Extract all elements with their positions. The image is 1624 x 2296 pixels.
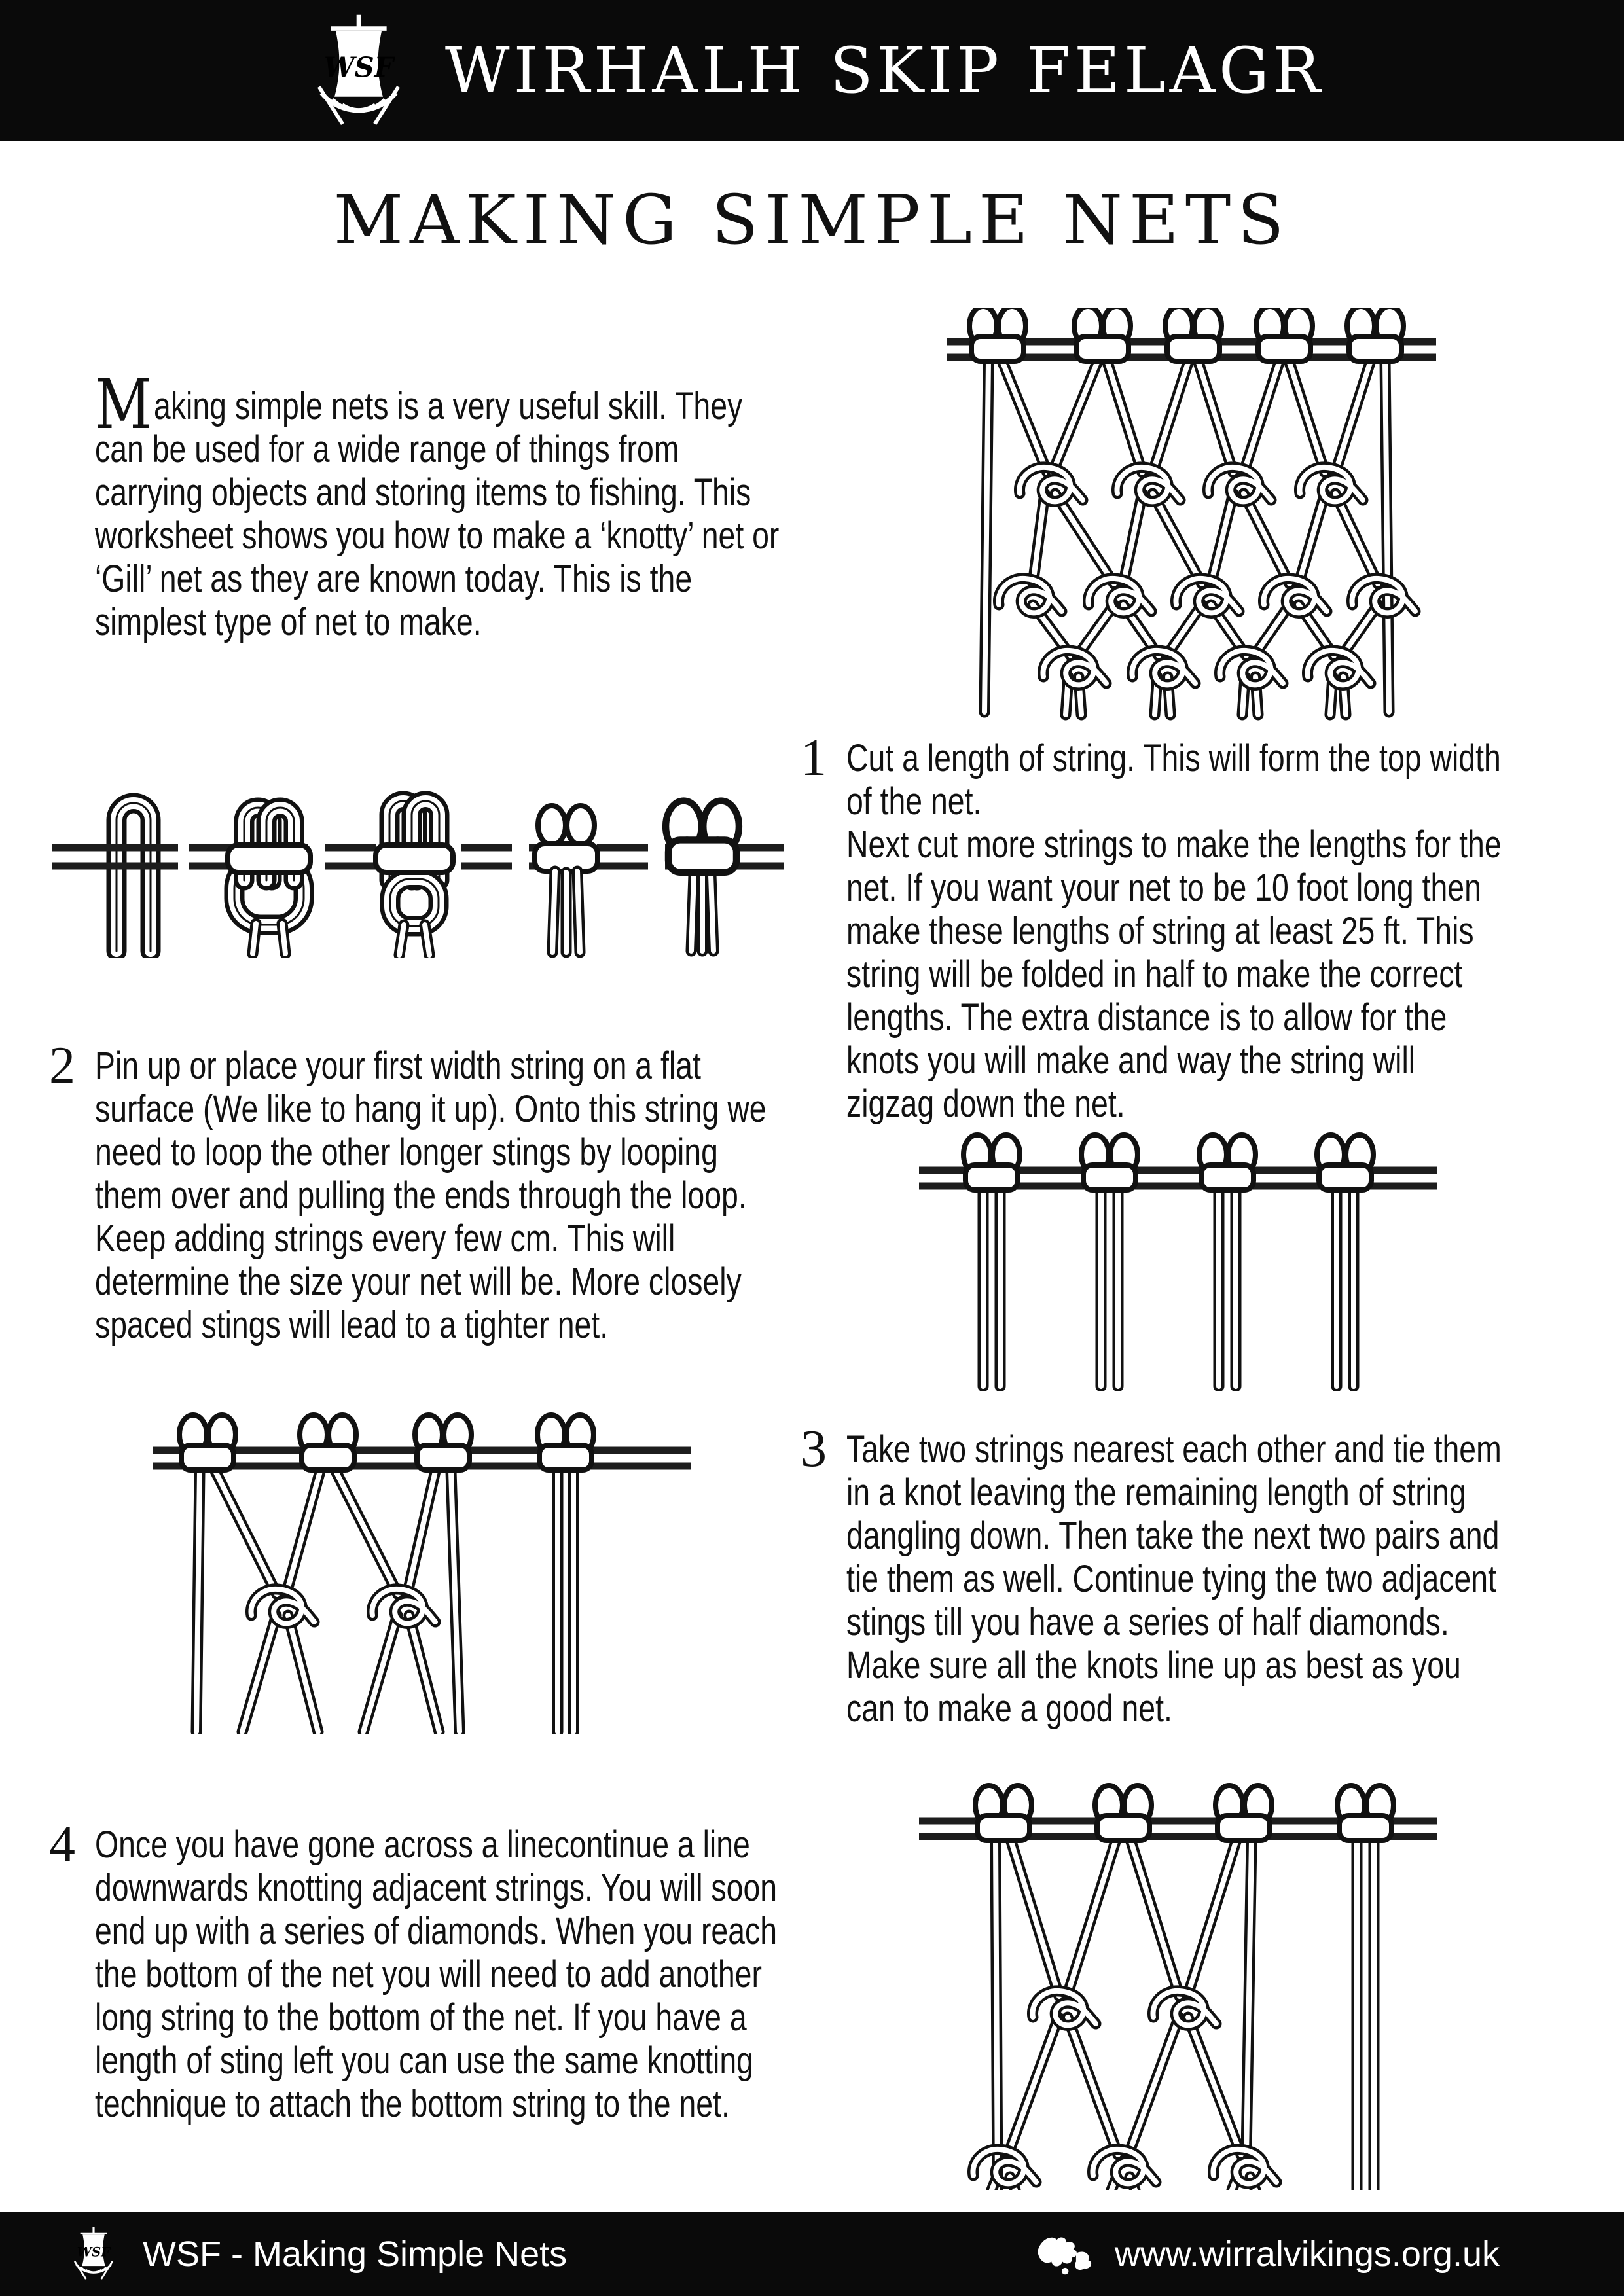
step-2-number: 2 [49,1037,75,1094]
intro-paragraph [95,364,792,644]
footer-doc-label: WSF - Making Simple Nets [143,2234,568,2274]
longship-logo-icon-small [65,2223,122,2286]
figure-finished-net [943,308,1440,726]
step-4-number: 4 [49,1816,75,1873]
org-name: WIRHALH SKIP FELAGR [444,33,1325,107]
header-bar [0,0,1624,141]
page-title: MAKING SIMPLE NETS [333,180,1291,260]
step-4-text: Once you have gone across a linecontinue a line downwards knotting adjacent strings. You will soon end up with a series of diamonds. When you reach the bottom of the net you will need to add another long string to the bottom of the net. If you have a length of sting left you can use the same knotting technique to attach the bottom string to the net. [95,1823,778,2125]
step-3-text: Take two strings nearest each other and tie them in a knot leaving the remaining length of string dangling down. Then take the next two pairs and tie them as well. Continue tying the two adjacent stings till you have a series of half diamonds. Make sure all the knots line up as best as you can to make a good net. [846,1428,1502,1730]
figure-larks-head-sequence [52,782,785,958]
figure-strings-hung [916,1132,1440,1391]
step-1-number: 1 [801,729,827,787]
step-4 [49,1816,792,2126]
footer-bar [0,2212,1624,2296]
step-1-text: Cut a length of string. This will form the top width of the net. Next cut more strings to make the lengths for the net. If you want your net to be 10 foot long then make these lengths of string at least 25 ft. This string will be folded in half to make the correct lengths. The extra distance is to allow for the knots you will make and way the string will zigzag down the net. [846,737,1502,1125]
intro-dropcap: M [95,364,152,444]
footer-website-url: www.wirralvikings.org.uk [1114,2234,1500,2274]
figure-diamonds [916,1758,1440,2190]
longship-logo-icon [300,9,418,133]
step-2-text: Pin up or place your first width string on a flat surface (We like to hang it up). Onto this string we need to loop the other longer stings by looping them over and pulling the ends through the loop. Keep adding strings every few cm. This will determine the size your net will be. More closely spaced stings will lead to a tighter net. [95,1045,767,1346]
step-1 [801,729,1509,1126]
world-map-icon [1031,2231,1094,2278]
figure-half-diamonds [151,1408,694,1734]
step-3-number: 3 [801,1420,827,1478]
step-3 [801,1420,1509,1731]
intro-text: aking simple nets is a very useful skill. They can be used for a wide range of things from carrying objects and storing items to fishing. This worksheet shows you how to make a ‘knotty’ net or ‘Gill’ net as they are known today. This is the simplest type of net to make. [95,385,780,643]
step-2 [49,1037,792,1347]
